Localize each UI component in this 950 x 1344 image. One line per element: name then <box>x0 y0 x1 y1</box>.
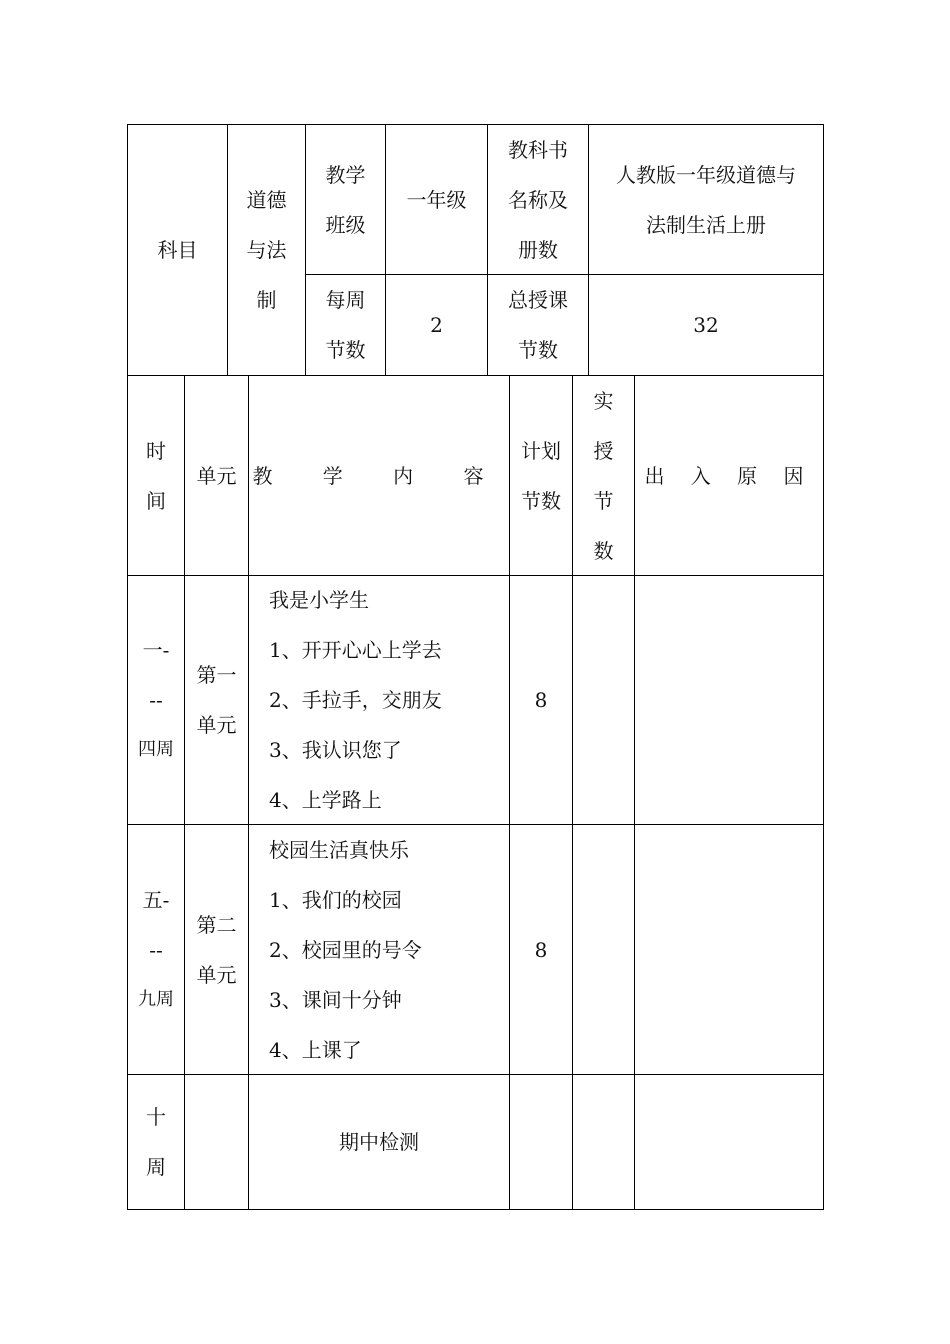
total-lessons-label: 总授课 节数 <box>508 288 568 362</box>
subject-value: 道德 与法 制 <box>246 188 287 312</box>
row2-lesson-2: 2、校园里的号令 <box>269 937 422 962</box>
column-header-reason: 出 入 原 因 <box>644 463 814 488</box>
row1-time: 一- -- 四周 <box>138 638 174 760</box>
table-border-right <box>823 124 824 1210</box>
row2-lesson-4: 4、上课了 <box>269 1037 362 1062</box>
column-header-actual: 实 授 节 数 <box>593 388 614 563</box>
class-value: 一年级 <box>406 187 467 212</box>
column-header-content: 教 学 内 容 <box>252 463 506 488</box>
row1-lesson-3: 3、我认识您了 <box>269 738 402 762</box>
row1-content <box>269 576 509 824</box>
row2-content <box>269 825 509 1074</box>
row2-unit-title: 校园生活真快乐 <box>269 837 409 862</box>
row1-unit: 第一 单元 <box>196 663 237 737</box>
class-label: 教学 班级 <box>325 162 366 237</box>
row1-unit-title: 我是小学生 <box>269 588 369 612</box>
table-border-bottom <box>127 1209 824 1210</box>
textbook-value: 人教版一年级道德与 法制生活上册 <box>616 162 796 237</box>
row1-lesson-2: 2、手拉手，交朋友 <box>269 688 442 712</box>
row2-lesson-1: 1、我们的校园 <box>269 887 402 912</box>
row2-time: 五- -- 九周 <box>138 887 174 1010</box>
row2-planned: 8 <box>534 937 548 962</box>
column-header-time: 时 间 <box>146 438 166 513</box>
row1-planned: 8 <box>534 688 548 712</box>
row1-lesson-1: 1、开开心心上学去 <box>269 638 442 662</box>
row2-lesson-3: 3、课间十分钟 <box>269 987 402 1012</box>
row3-content: 期中检测 <box>339 1130 419 1154</box>
weekly-lessons-value: 2 <box>430 313 443 337</box>
textbook-label: 教科书 名称及 册数 <box>508 137 568 262</box>
subject-label: 科目 <box>157 238 198 262</box>
column-header-planned: 计划 节数 <box>521 438 561 513</box>
row1-lesson-4: 4、上学路上 <box>269 788 382 812</box>
weekly-lessons-label: 每周 节数 <box>325 288 366 362</box>
row2-unit: 第二 单元 <box>196 912 237 987</box>
row3-time: 十 周 <box>146 1105 166 1179</box>
total-lessons-value: 32 <box>693 313 719 337</box>
column-header-unit: 单元 <box>196 463 237 488</box>
